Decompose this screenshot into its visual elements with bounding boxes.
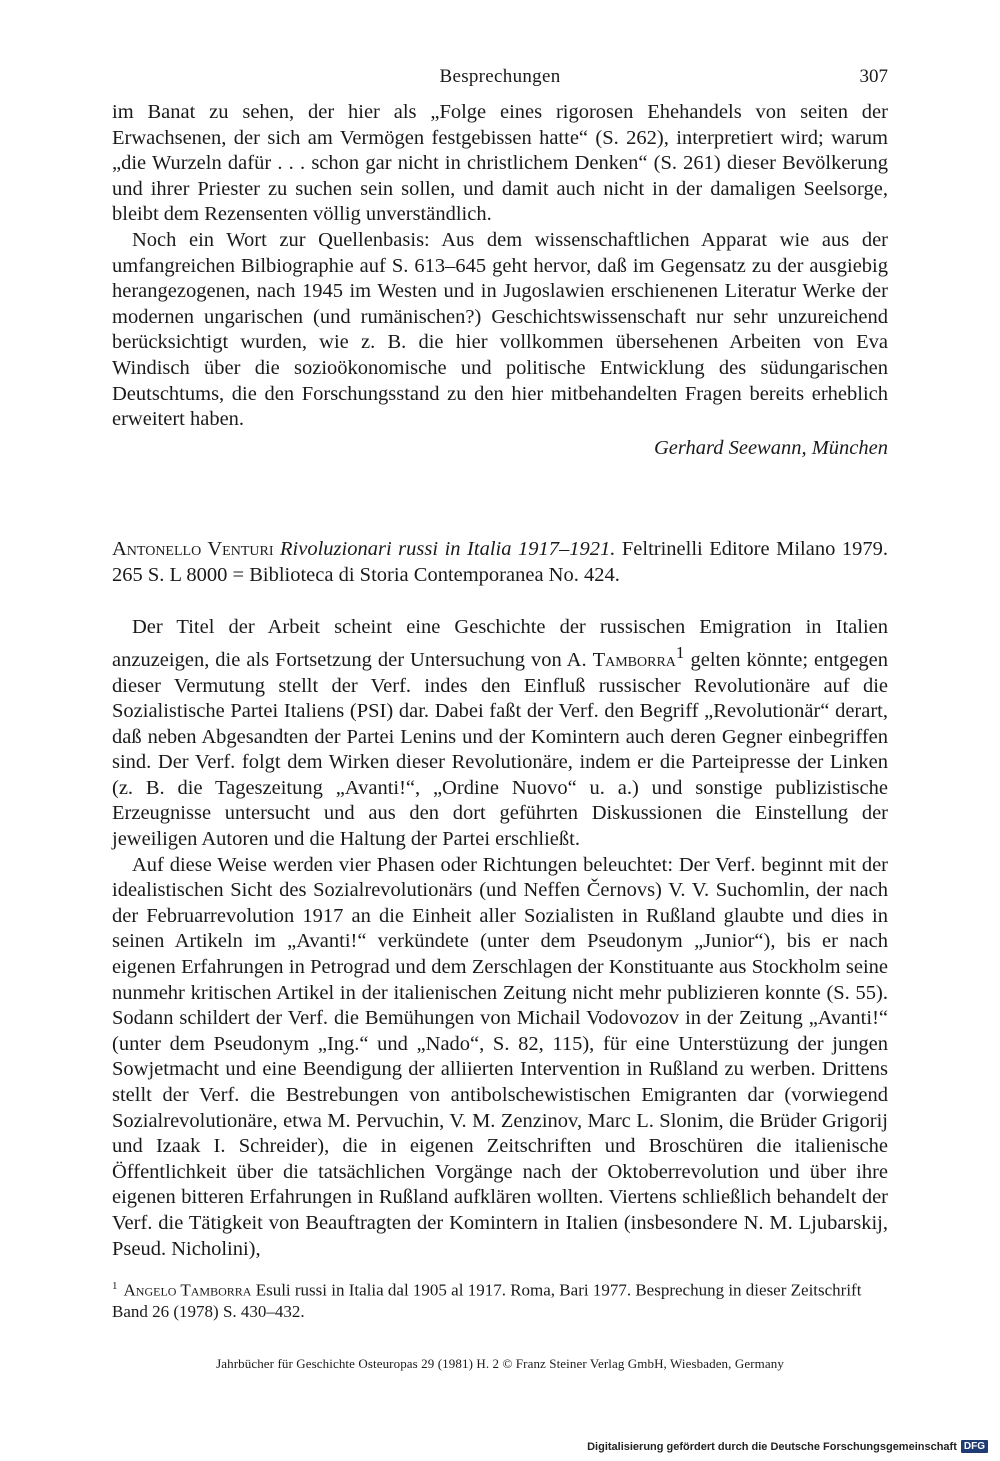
footnote-marker: 1	[112, 1280, 118, 1293]
review-1-paragraph: Noch ein Wort zur Quellenbasis: Aus dem wissenschaftlichen Apparat wie aus der umfangreichen Bilbiographie auf S. 613–645 geht hervor, daß im Gegensatz zu der ausgiebig herangezogenen, nach 1945 im Westen und in Jugoslawien erschienenen Literatur Werke der modernen ungarischen (und rumänischen?) Geschichtswissenschaft nur sehr unzureichend berücksichtigt wurden, wie z. B. die hier vollkommen übersehenen Arbeiten von Eva Windisch über die sozioökonomische und politische Entwicklung des südungarischen Deutschtums, die den Forschungsstand zu den hier mitbehandelten Fragen bereits erheblich erweitert haben.	[112, 228, 888, 431]
digitization-credit	[587, 1440, 988, 1453]
review-1-body	[112, 100, 888, 433]
running-head	[112, 60, 888, 100]
review-2-paragraph	[112, 615, 888, 853]
review-2-author: Antonello Venturi	[112, 538, 274, 561]
review-1-paragraph: im Banat zu sehen, der hier als „Folge eines rigorosen Ehehandels von seiten der Erwachsenen, der sich am Vermögen festgebissen hatte“ (S. 262), interpretiert wird; warum „die Wurzeln dafür . . . schon gar nicht in christlichem Denken“ (S. 261) dieser Bevölkerung und ihrer Priester zu suchen sein sollen, und damit auch nicht in der damaligen Seelsorge, bleibt dem Rezensenten völlig unverständlich.	[112, 101, 888, 226]
review-1-signature: Gerhard Seewann, München	[654, 436, 888, 459]
review-2-citation	[112, 537, 888, 588]
review-2-details: Feltrinelli Editore Milano 1979. 265 S. L 8000 = Biblioteca di Storia Contemporanea No. 424.	[112, 538, 889, 586]
footnote-text: Esuli russi in Italia dal 1905 al 1917. Roma, Bari 1977. Besprechung in dieser Zeitschrift Band 26 (1978) S. 430–432.	[112, 1280, 862, 1321]
footnote-author: Angelo Tamborra	[123, 1280, 252, 1300]
review-2-p1-part2: gelten könnte; entgegen dieser Vermutung stellt der Verf. indes den Einfluß russischer Revolutionäre auf die Sozialistische Partei Italiens (PSI) dar. Dabei faßt der Verf. den Begriff „Revolutionär“ derart, daß neben Abgesandten der Partei Lenins und der Komintern auch deren Gegner einbegriffen sind. Der Verf. folgt dem Wirken dieser Revolutionäre, indem er die Parteipresse der Linken (z. B. die Tageszeitung „Avanti!“, „Ordine Nuovo“ u. a.) und sonstige publizistische Erzeugnisse untersucht und aus den dort geführten Diskussionen die Einstellung der jeweiligen Autoren und die Haltung der Partei erschließt.	[112, 648, 889, 851]
review-2-paragraph: Auf diese Weise werden vier Phasen oder Richtungen beleuchtet: Der Verf. beginnt mit der idealistischen Sicht des Sozialrevolutionärs (und Neffen Černovs) V. V. Suchomlin, der nach der Februarrevolution 1917 an die Einheit aller Sozialisten in Rußland glaubte und dies in seinen Artikeln im „Avanti!“ verkündete (unter dem Pseudonym „Junior“), bis er nach eigenen Erfahrungen in Petrograd und dem Zerschlagen der Konstituante aus Stockholm seine nunmehr kritischen Artikel in der italienischen Zeitung nicht mehr publizieren konnte (S. 55). Sodann schildert der Verf. die Bemühungen von Michail Vodovozov in der Zeitung „Avanti!“ (unter dem Pseudonym „Ing.“ und „Nado“, S. 82, 115), für eine Unterstüzung der jungen Sowjetmacht und eine Beendigung der alliierten Intervention in Rußland zu werben. Drittens stellt der Verf. die Bestrebungen von antibolschewistischen Emigranten dar (vorwiegend Sozialrevolutionäre, etwa M. Pervuchin, V. M. Zenzinov, Marc L. Slonim, die Brüder Grigorij und Izaak I. Schreider), die in eigenen Zeitschriften und Broschüren die italienische Öffentlichkeit über die tatsächlichen Vorgänge nach der Oktoberrevolution und über ihre eigenen bitteren Erfahrungen in Rußland aufklären wollten. Viertens schließlich behandelt der Verf. die Tätigkeit von Beauftragten der Komintern in Italien (insbesondere N. M. Ljubarskij, Pseud. Nicholini),	[112, 853, 888, 1260]
document-page	[112, 60, 888, 1372]
footnote-reference: 1	[675, 643, 685, 663]
review-2-title: Rivoluzionari russi in Italia 1917–1921.	[280, 538, 616, 561]
dfg-logo: DFG	[961, 1440, 988, 1453]
review-2-p1-part1: Der Titel der Arbeit scheint eine Geschichte der russischen Emigration in Italien anzuzeigen, die als Fortsetzung der Untersuchung von A.	[112, 615, 888, 671]
review-2-body	[112, 615, 888, 1263]
page-number: 307	[859, 66, 888, 87]
digitization-credit-text: Digitalisierung gefördert durch die Deutsche Forschungsgemeinschaft	[587, 1440, 957, 1453]
review-2-p1-name: Tamborra	[592, 648, 676, 671]
publisher-line: Jahrbücher für Geschichte Osteuropas 29 (1981) H. 2 © Franz Steiner Verlag GmbH, Wiesbaden, Germany	[216, 1355, 784, 1371]
footnote	[112, 1276, 888, 1322]
running-title: Besprechungen	[439, 66, 561, 87]
